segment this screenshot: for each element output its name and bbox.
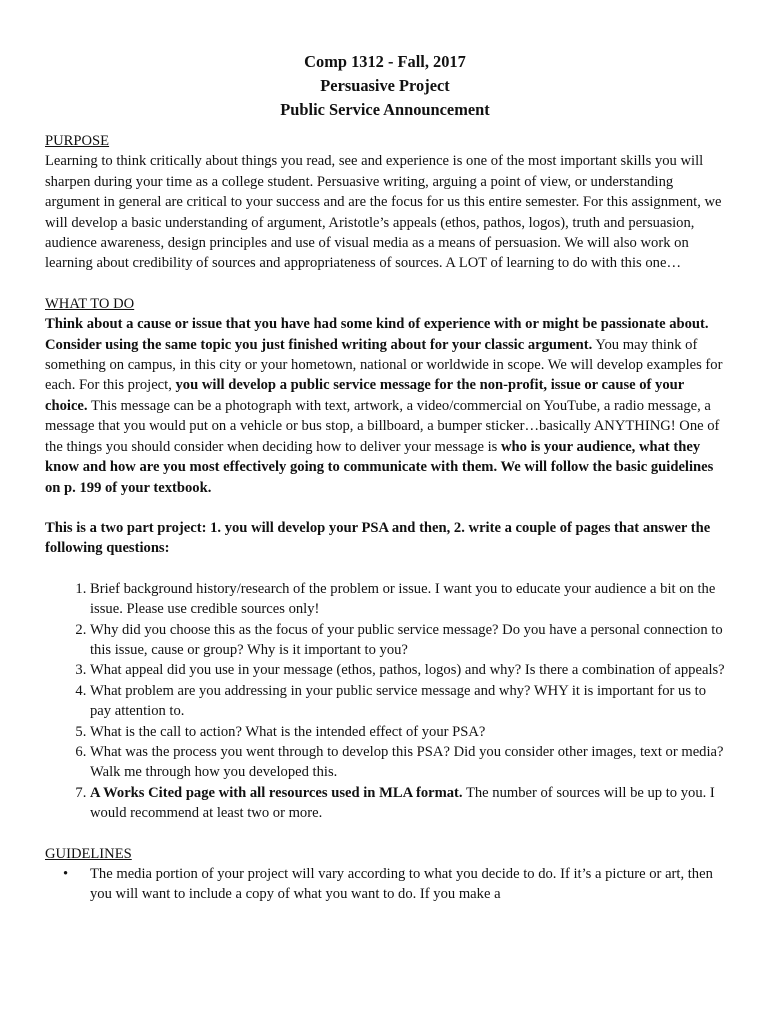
list-item <box>90 783 725 824</box>
what-to-do-text <box>45 314 725 498</box>
document-title <box>45 50 725 122</box>
guidelines-heading: GUIDELINES <box>45 845 132 862</box>
assignment-title: Public Service Announcement <box>280 100 490 119</box>
guidelines-section <box>45 844 725 905</box>
what-to-do-text-2: This message can be a photograph with text, artwork, a video/commercial on YouTube, a radio message, a message that you would put on a vehicle or bus stop, a billboard, a bumper sticker…basically ANYTHING! One of the things you should consider when deciding how to deliver your message is <box>45 397 720 455</box>
purpose-heading: PURPOSE <box>45 133 110 149</box>
questions-list <box>45 579 725 824</box>
list-item: 6. What was the process you went through to develop this PSA? Did you consider other images, text or media? Walk me through how you developed this. <box>90 742 725 783</box>
list-item: 2. Why did you choose this as the focus of your public service message? Do you have a personal connection to this issue, cause or group? Why is it important to you? <box>90 620 725 661</box>
bullet-icon: • <box>63 866 69 882</box>
what-to-do-text-1: You may think of something on campus, in this city or your hometown, national or worldwide in scope. We will develop examples for each. For this project, <box>45 336 723 394</box>
list-item: 5. What is the call to action? What is the intended effect of your PSA? <box>90 722 725 742</box>
works-cited-text: The number of sources will be up to you. I would recommend at least two or more. <box>90 784 715 822</box>
what-to-do-section <box>45 294 725 498</box>
document-page <box>45 50 725 905</box>
list-item <box>63 864 725 905</box>
what-to-do-bold-1: Think about a cause or issue that you have had some kind of experience with or might be passionate about. Consider using the same topic you just finished writing about for your classic argument. <box>45 316 709 353</box>
what-to-do-bold-2: you will develop a public service message for the non-profit, issue or cause of your choice. <box>45 377 684 414</box>
what-to-do-bold-3: who is your audience, what they know and how are you most effectively going to communicate with them. We will follow the basic guidelines on p. 199 of your textbook. <box>45 438 714 496</box>
two-part-intro: This is a two part project: 1. you will develop your PSA and then, 2. write a couple of pages that answer the following questions: <box>45 519 711 557</box>
list-item: 1. Brief background history/research of the problem or issue. I want you to educate your audience a bit on the issue. Please use credible sources only! <box>90 579 725 620</box>
what-to-do-heading: WHAT TO DO <box>45 295 135 312</box>
guidelines-list <box>45 864 725 905</box>
works-cited-bold: A Works Cited page with all resources used in MLA format. <box>90 784 463 801</box>
list-item: 3. What appeal did you use in your message (ethos, pathos, logos) and why? Is there a combination of appeals? <box>90 660 725 680</box>
list-item: 4. What problem are you addressing in your public service message and why? WHY it is important for us to pay attention to. <box>90 681 725 722</box>
project-title: Persuasive Project <box>320 76 450 95</box>
purpose-text: Learning to think critically about things you read, see and experience is one of the most important skills you will sharpen during your time as a college student. Persuasive writing, arguing a point of view, or understanding argument in general are critical to your success and are the focus for us this entire semester. For this assignment, we will develop a basic understanding of argument, Aristotle’s appeals (ethos, pathos, logos), truth and persuasion, audience awareness, design principles and use of visual media as a means of persuasion. We will also work on learning about credibility of sources and appropriateness of sources. A LOT of learning to do with this one… <box>45 153 722 272</box>
purpose-section <box>45 131 725 274</box>
guideline-text: The media portion of your project will vary according to what you decide to do. If it’s a picture or art, then you will want to include a copy of what you want to do. If you make a <box>90 866 713 903</box>
course-title: Comp 1312 - Fall, 2017 <box>304 52 466 71</box>
